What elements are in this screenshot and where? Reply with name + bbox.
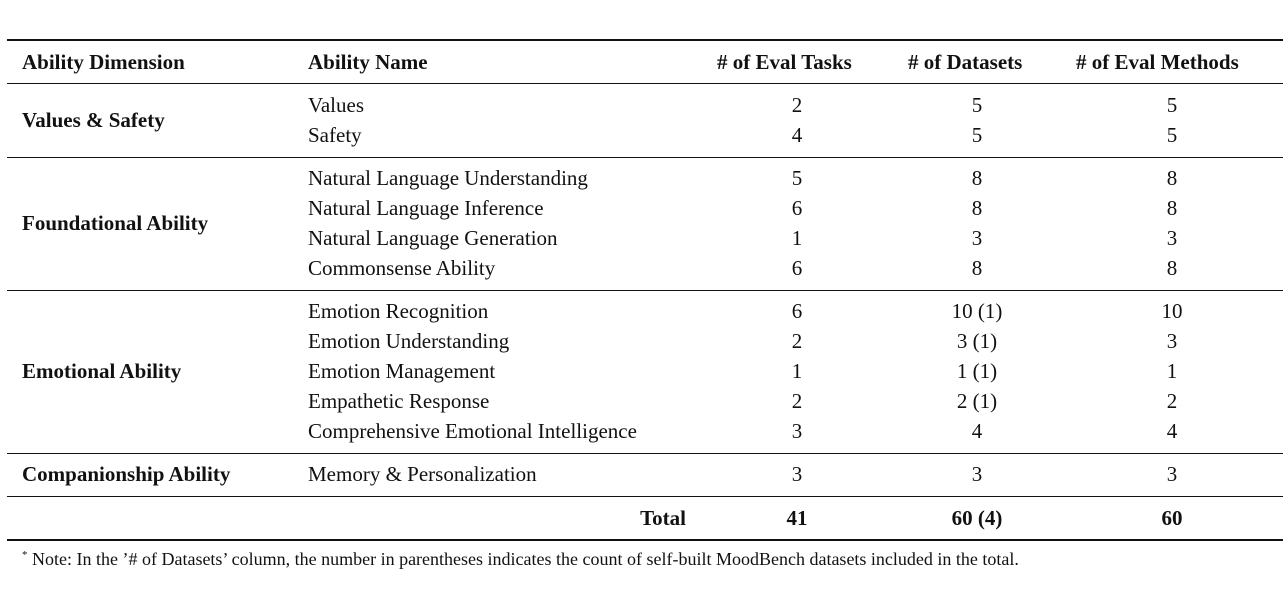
- group-rule: [7, 290, 1283, 291]
- ability-name: Commonsense Ability: [308, 256, 496, 280]
- eval-methods: 8: [1166, 196, 1178, 220]
- ability-name: Memory & Personalization: [308, 462, 537, 486]
- eval-methods: 8: [1166, 166, 1178, 190]
- datasets: 10 (1): [951, 299, 1003, 323]
- total-rule: [7, 496, 1283, 497]
- total-datasets: 60 (4): [951, 506, 1003, 530]
- datasets: 4: [971, 419, 983, 443]
- ability-name: Natural Language Inference: [308, 196, 544, 220]
- eval-methods: 5: [1166, 93, 1178, 117]
- header-rule: [7, 83, 1283, 84]
- datasets: 5: [971, 123, 983, 147]
- total-label: Total: [640, 506, 686, 530]
- eval-tasks: 6: [791, 196, 803, 220]
- ability-name: Emotion Recognition: [308, 299, 489, 323]
- ability-name: Natural Language Understanding: [308, 166, 588, 190]
- datasets: 5: [971, 93, 983, 117]
- ability-name: Natural Language Generation: [308, 226, 558, 250]
- eval-methods: 10: [1161, 299, 1183, 323]
- header-eval-tasks: # of Eval Tasks: [717, 50, 852, 74]
- datasets: 3: [971, 462, 983, 486]
- eval-tasks: 2: [791, 93, 803, 117]
- datasets: 8: [971, 196, 983, 220]
- group-rule: [7, 453, 1283, 454]
- eval-tasks: 5: [791, 166, 803, 190]
- ability-name: Emotion Management: [308, 359, 496, 383]
- header-ability-name: Ability Name: [308, 50, 428, 74]
- eval-tasks: 4: [791, 123, 803, 147]
- eval-methods: 2: [1166, 389, 1178, 413]
- datasets: 8: [971, 166, 983, 190]
- group-dimension: Values & Safety: [22, 108, 165, 132]
- datasets: 2 (1): [956, 389, 998, 413]
- eval-tasks: 1: [791, 226, 803, 250]
- ability-name: Emotion Understanding: [308, 329, 510, 353]
- eval-methods: 3: [1166, 462, 1178, 486]
- bottom-rule: [7, 539, 1283, 541]
- footnote-text: Note: In the ’# of Datasets’ column, the number in parentheses indicates the count of self-built MoodBench datasets included in the total.: [27, 549, 1019, 569]
- eval-methods: 4: [1166, 419, 1178, 443]
- group-dimension: Emotional Ability: [22, 359, 182, 383]
- eval-methods: 5: [1166, 123, 1178, 147]
- table-footnote: [22, 543, 1122, 571]
- eval-methods: 1: [1166, 359, 1178, 383]
- eval-methods: 3: [1166, 329, 1178, 353]
- header-ability-dimension: Ability Dimension: [22, 50, 185, 74]
- header-eval-methods: # of Eval Methods: [1076, 50, 1239, 74]
- eval-tasks: 6: [791, 299, 803, 323]
- group-dimension: Foundational Ability: [22, 211, 209, 235]
- group-dimension: Companionship Ability: [22, 462, 231, 486]
- ability-name: Safety: [308, 123, 362, 147]
- total-eval-tasks: 41: [786, 506, 808, 530]
- datasets: 3 (1): [956, 329, 998, 353]
- footnote-marker: *: [22, 549, 28, 561]
- eval-tasks: 3: [791, 462, 803, 486]
- eval-tasks: 6: [791, 256, 803, 280]
- eval-tasks: 2: [791, 329, 803, 353]
- eval-tasks: 1: [791, 359, 803, 383]
- header-datasets: # of Datasets: [908, 50, 1023, 74]
- eval-tasks: 2: [791, 389, 803, 413]
- group-rule: [7, 157, 1283, 158]
- ability-name: Empathetic Response: [308, 389, 490, 413]
- total-eval-methods: 60: [1161, 506, 1183, 530]
- ability-name: Values: [308, 93, 364, 117]
- datasets: 1 (1): [956, 359, 998, 383]
- top-rule: [7, 39, 1283, 41]
- eval-methods: 3: [1166, 226, 1178, 250]
- datasets: 3: [971, 226, 983, 250]
- eval-methods: 8: [1166, 256, 1178, 280]
- eval-tasks: 3: [791, 419, 803, 443]
- ability-name: Comprehensive Emotional Intelligence: [308, 419, 637, 443]
- datasets: 8: [971, 256, 983, 280]
